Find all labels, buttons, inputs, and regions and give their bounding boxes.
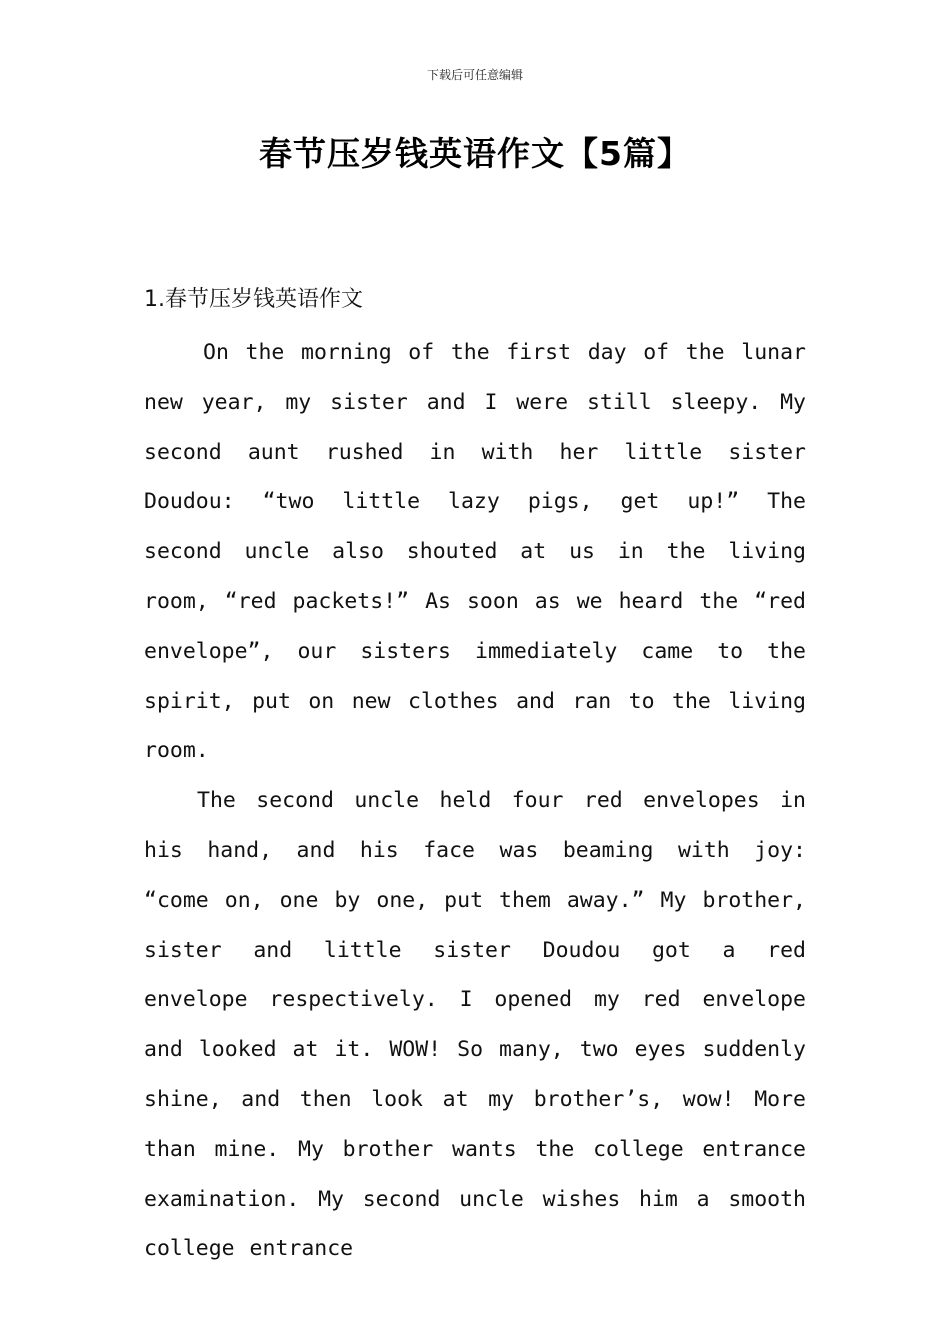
paragraph-2: The second uncle held four red envelopes in his hand, and his face was beaming with joy: “come on, one by one, put them away.” My brother, sister and little sister Doudou got a red envelope respectively. I opened my red envelope and looked at it. WOW! So many, two eyes suddenly shine, and then look at my brother’s, wow! More than mine. My brother wants the college entrance examination. My second uncle wishes him a smooth college entrance (144, 788, 806, 1262)
header-note: 下载后可任意编辑 (426, 68, 523, 82)
section-heading: 1.春节压岁钱英语作文 (144, 287, 363, 312)
paragraph-1: On the morning of the first day of the lunar new year, my sister and I were still sleepy. My second aunt rushed in with her little sister Doudou: “two little lazy pigs, get up!” The second uncle also shouted at us in the living room, “red packets!” As soon as we heard the “red envelope”, our sisters immediately came to the spirit, put on new clothes and ran to the living room. (144, 340, 806, 764)
essay-body (144, 280, 806, 1274)
document-title: 春节压岁钱英语作文【5篇】 (259, 134, 691, 173)
